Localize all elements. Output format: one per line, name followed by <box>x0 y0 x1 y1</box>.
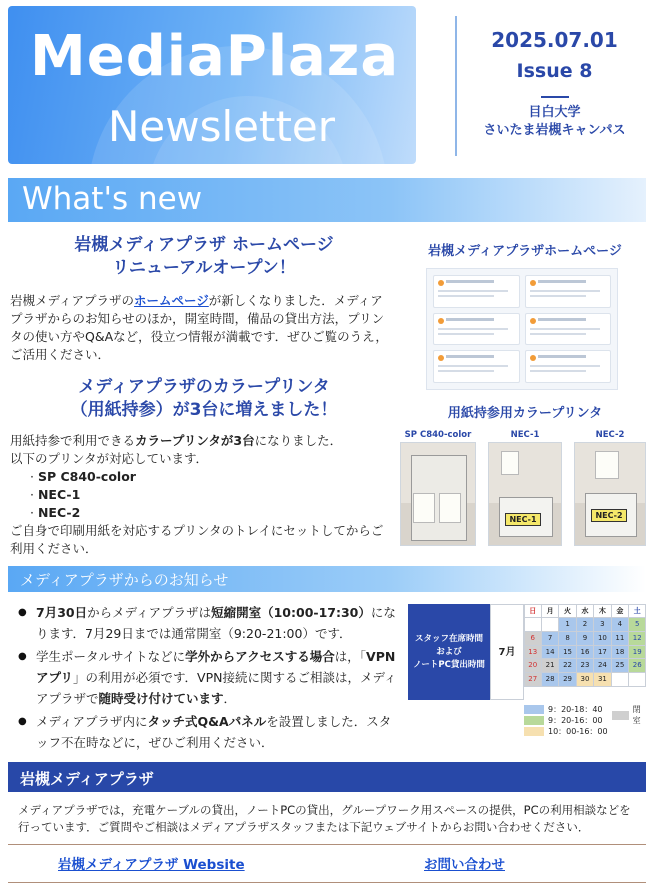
printer-photo-nec-2 <box>574 442 646 546</box>
homepage-card <box>525 313 612 346</box>
calendar-day: 29 <box>558 672 576 687</box>
calendar-day: 18 <box>611 645 629 660</box>
news-list <box>18 602 398 755</box>
calendar-weekday-row <box>524 604 646 618</box>
calendar-day: 13 <box>524 645 542 660</box>
newsletter-title-line2: Newsletter <box>108 102 336 151</box>
calendar-weekday: 月 <box>541 604 559 619</box>
printer-name: NEC-1 <box>37 487 81 502</box>
campus-name: さいたま岩槻キャンパス <box>483 123 626 138</box>
article1-body <box>10 292 394 364</box>
article2-text: になりました． <box>254 433 343 448</box>
legend-swatch <box>524 727 544 736</box>
calendar-day: 28 <box>541 672 559 687</box>
news-item: ● 学生ポータルサイトなどに学外からアクセスする場合は，「VPNアプリ」の利用が必須です．VPN接続に関するご相談は，メディアプラザで随時受け付けています． <box>18 646 398 709</box>
calendar-day <box>611 672 629 687</box>
legend-label: 9：20-16：00 <box>548 716 603 725</box>
legend-swatch <box>524 716 544 725</box>
printer-tag: NEC-1 <box>505 513 541 526</box>
calendar-day: 11 <box>611 631 629 646</box>
closed-legend <box>612 704 646 726</box>
info-dash <box>541 96 569 98</box>
calendar-day: 7 <box>541 631 559 646</box>
article2-text: 用紙持参で利用できる <box>10 433 136 448</box>
calendar-day: 9 <box>576 631 594 646</box>
printer-image-title: 用紙持参用カラープリンタ <box>447 406 603 421</box>
article2-emphasis: カラープリンタが3台 <box>135 433 255 448</box>
calendar-day: 10 <box>593 631 611 646</box>
calendar-day: 19 <box>628 645 646 660</box>
calendar-day: 20 <box>524 658 542 673</box>
calendar-day: 16 <box>576 645 594 660</box>
calendar-day: 25 <box>611 658 629 673</box>
calendar-week-row <box>524 672 646 686</box>
calendar-day: 5 <box>628 617 646 632</box>
calendar-day: 15 <box>558 645 576 660</box>
article1-heading-line1: 岩槻メディアプラザ ホームページ <box>74 235 334 255</box>
calendar-legend <box>524 704 608 737</box>
calendar-day: 26 <box>628 658 646 673</box>
calendar-day <box>628 672 646 687</box>
newsletter-title-line1: MediaPlaza <box>30 24 400 89</box>
issue-info <box>463 28 646 140</box>
printer-item: · NEC-1 <box>30 487 81 502</box>
article2-body <box>10 432 394 558</box>
calendar-day: 22 <box>558 658 576 673</box>
calendar-weekday: 火 <box>558 604 576 619</box>
news-bar <box>8 566 646 592</box>
homepage-card <box>525 350 612 383</box>
calendar-day: 2 <box>576 617 594 632</box>
homepage-card <box>433 350 520 383</box>
calendar-day: 23 <box>576 658 594 673</box>
news-item: ● メディアプラザ内にタッチ式Q&Aパネルを設置しました．スタッフ不在時などに，ぜひご利用ください． <box>18 711 398 753</box>
calendar-week-row <box>524 659 646 673</box>
article2-heading <box>8 376 400 422</box>
calendar-day: 21 <box>541 658 559 673</box>
whats-new-bar <box>8 178 646 222</box>
calendar-day: 14 <box>541 645 559 660</box>
legend-swatch <box>524 705 544 714</box>
article1-heading-line2: リニューアルオープン！ <box>112 258 296 278</box>
article2-heading-line1: メディアプラザのカラープリンタ <box>78 377 330 397</box>
homepage-link[interactable]: ホームページ <box>134 293 209 308</box>
calendar-week-row <box>524 631 646 645</box>
article1-body-text: 岩槻メディアプラザの <box>10 293 135 308</box>
sign-shape <box>413 493 435 523</box>
calendar-day: 1 <box>558 617 576 632</box>
printer-name: NEC-2 <box>37 505 81 520</box>
calendar-day: 30 <box>576 672 594 687</box>
printer-photo-nec-1 <box>488 442 562 546</box>
legend-label: 10：00-16：00 <box>548 727 608 736</box>
issue-number: Issue 8 <box>516 60 593 82</box>
closed-label: 閉室 <box>632 705 641 725</box>
sign-shape <box>501 451 519 475</box>
printer-tag: NEC-2 <box>591 509 627 522</box>
photo-label: SP C840-color <box>404 430 472 440</box>
homepage-screenshot <box>426 268 618 390</box>
news-bar-label: メディアプラザからのお知らせ <box>20 571 229 589</box>
article1-heading <box>8 234 400 280</box>
sign-shape <box>595 451 619 479</box>
website-link[interactable]: 岩槻メディアプラザ Website <box>58 857 245 873</box>
legend-label: 9：20-18：40 <box>548 705 603 714</box>
sign-shape <box>439 493 461 523</box>
photo-label: NEC-2 <box>595 430 625 440</box>
calendar-weekday: 水 <box>576 604 594 619</box>
article1-body-text: が新しくなりました．メディアプラザからのお知らせのほか，開室時間，備品の貸出方法，プリンタの使い方やQ&Aなど，役立つ情報が満載です．ぜひご覧のうえ，ご活用ください． <box>10 293 388 362</box>
calendar-weekday: 土 <box>628 604 646 619</box>
calendar-day: 4 <box>611 617 629 632</box>
whats-new-label: What's new <box>22 181 203 217</box>
footer-bar <box>8 762 646 792</box>
calendar-week-row <box>524 618 646 632</box>
closed-swatch <box>612 711 629 720</box>
calendar-day: 24 <box>593 658 611 673</box>
printer-photo-sp-c840 <box>400 442 476 546</box>
calendar-day <box>524 617 542 632</box>
printer-item: · SP C840-color <box>30 469 136 484</box>
calendar-day: 17 <box>593 645 611 660</box>
university-name: 目白大学 <box>528 105 581 120</box>
article2-heading-line2: （用紙持参）が3台に増えました！ <box>70 400 338 420</box>
calendar-grid <box>524 604 646 686</box>
header-divider <box>455 16 457 156</box>
legend-item <box>524 704 608 715</box>
printer-list <box>30 468 394 522</box>
article2-text: 以下のプリンタが対応しています． <box>10 451 209 466</box>
contact-link[interactable]: お問い合わせ <box>424 857 505 873</box>
calendar-side-label: スタッフ在席時間 および ノートPC貸出時間 <box>408 604 490 700</box>
printer-name: SP C840-color <box>37 469 136 484</box>
homepage-card <box>525 275 612 308</box>
legend-item <box>524 726 608 737</box>
calendar-month: 7月 <box>490 604 524 700</box>
homepage-image-title: 岩槻メディアプラザホームページ <box>428 244 622 259</box>
calendar-weekday: 木 <box>593 604 611 619</box>
calendar-day: 8 <box>558 631 576 646</box>
photo-label: NEC-1 <box>510 430 540 440</box>
news-item: ● 7月30日からメディアプラザは短縮開室（10:00-17:30）になります．7月29日までは通常開室（9:20-21:00）です． <box>18 602 398 644</box>
calendar-day <box>541 617 559 632</box>
article2-text: ご自身で印刷用紙を対応するプリンタのトレイにセットしてからご利用ください． <box>10 523 384 556</box>
footer-divider <box>8 882 646 883</box>
header-banner <box>8 6 416 164</box>
calendar-day: 12 <box>628 631 646 646</box>
footer-description: メディアプラザでは，充電ケーブルの貸出，ノートPCの貸出，グループワーク用スペースの提供，PCの利用相談などを行っています．ご質問やご相談はメディアプラザスタッフまたは下記ウェブサイトからお問い合わせください． <box>18 803 631 834</box>
footer-divider <box>8 844 646 845</box>
issue-date: 2025.07.01 <box>491 28 618 52</box>
calendar-weekday: 金 <box>611 604 629 619</box>
calendar-day: 6 <box>524 631 542 646</box>
calendar-weekday: 日 <box>524 604 542 619</box>
homepage-card <box>433 275 520 308</box>
homepage-card <box>433 313 520 346</box>
calendar-day: 3 <box>593 617 611 632</box>
calendar-day: 27 <box>524 672 542 687</box>
calendar-week-row <box>524 645 646 659</box>
legend-item <box>524 715 608 726</box>
footer-bar-label: 岩槻メディアプラザ <box>20 770 154 788</box>
newsletter-header <box>8 6 646 172</box>
printer-item: · NEC-2 <box>30 505 81 520</box>
calendar-day: 31 <box>593 672 611 687</box>
